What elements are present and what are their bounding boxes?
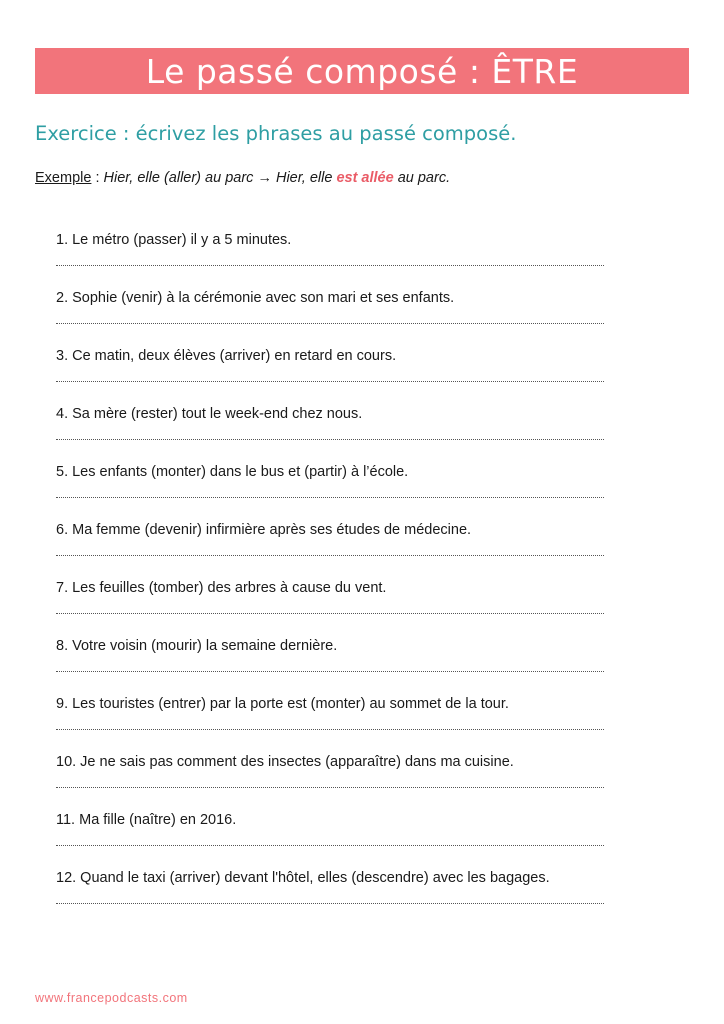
exercise-list	[56, 231, 616, 927]
answer-line[interactable]	[56, 323, 604, 324]
example-separator: :	[91, 170, 104, 186]
answer-line[interactable]	[56, 845, 604, 846]
example-answer-end: au parc.	[393, 170, 451, 186]
example-sentence: Hier, elle (aller) au parc	[103, 170, 254, 186]
exercise-item	[56, 231, 616, 289]
exercise-item	[56, 637, 616, 695]
exercise-item	[56, 405, 616, 463]
exercise-prompt: 3. Ce matin, deux élèves (arriver) en retard en cours.	[56, 348, 397, 364]
exercise-item	[56, 289, 616, 347]
exercise-prompt: 12. Quand le taxi (arriver) devant l'hôtel, elles (descendre) avec les bagages.	[56, 870, 550, 886]
answer-line[interactable]	[56, 381, 604, 382]
exercise-item	[56, 695, 616, 753]
footer-website: www.francepodcasts.com	[35, 991, 188, 1005]
answer-line[interactable]	[56, 265, 604, 266]
exercise-item	[56, 811, 616, 869]
example-label: Exemple	[35, 170, 92, 186]
exercise-prompt: 8. Votre voisin (mourir) la semaine dernière.	[56, 638, 338, 654]
exercise-item	[56, 579, 616, 637]
exercise-item	[56, 463, 616, 521]
example-line	[35, 170, 450, 186]
exercise-prompt: 5. Les enfants (monter) dans le bus et (partir) à l’école.	[56, 464, 409, 480]
answer-line[interactable]	[56, 439, 604, 440]
arrow-icon: →	[253, 170, 276, 186]
exercise-item	[56, 753, 616, 811]
exercise-item	[56, 521, 616, 579]
exercise-prompt: 11. Ma fille (naître) en 2016.	[56, 812, 237, 828]
exercise-prompt: 4. Sa mère (rester) tout le week-end chez nous.	[56, 406, 363, 422]
answer-line[interactable]	[56, 903, 604, 904]
answer-line[interactable]	[56, 671, 604, 672]
exercise-prompt: 6. Ma femme (devenir) infirmière après ses études de médecine.	[56, 522, 472, 538]
answer-line[interactable]	[56, 555, 604, 556]
example-answer-start: Hier, elle	[275, 170, 337, 186]
exercise-prompt: 10. Je ne sais pas comment des insectes (apparaître) dans ma cuisine.	[56, 754, 514, 770]
exercise-prompt: 9. Les touristes (entrer) par la porte est (monter) au sommet de la tour.	[56, 696, 509, 712]
exercise-prompt: 7. Les feuilles (tomber) des arbres à cause du vent.	[56, 580, 387, 596]
title-banner	[35, 48, 689, 94]
example-answer-verb: est allée	[336, 170, 394, 186]
exercise-prompt: 2. Sophie (venir) à la cérémonie avec son mari et ses enfants.	[56, 290, 455, 306]
answer-line[interactable]	[56, 497, 604, 498]
answer-line[interactable]	[56, 787, 604, 788]
exercise-prompt: 1. Le métro (passer) il y a 5 minutes.	[56, 232, 292, 248]
exercise-item	[56, 869, 616, 927]
answer-line[interactable]	[56, 729, 604, 730]
page-title: Le passé composé : ÊTRE	[145, 51, 579, 91]
answer-line[interactable]	[56, 613, 604, 614]
exercise-item	[56, 347, 616, 405]
exercise-instruction: Exercice : écrivez les phrases au passé composé.	[35, 122, 517, 145]
